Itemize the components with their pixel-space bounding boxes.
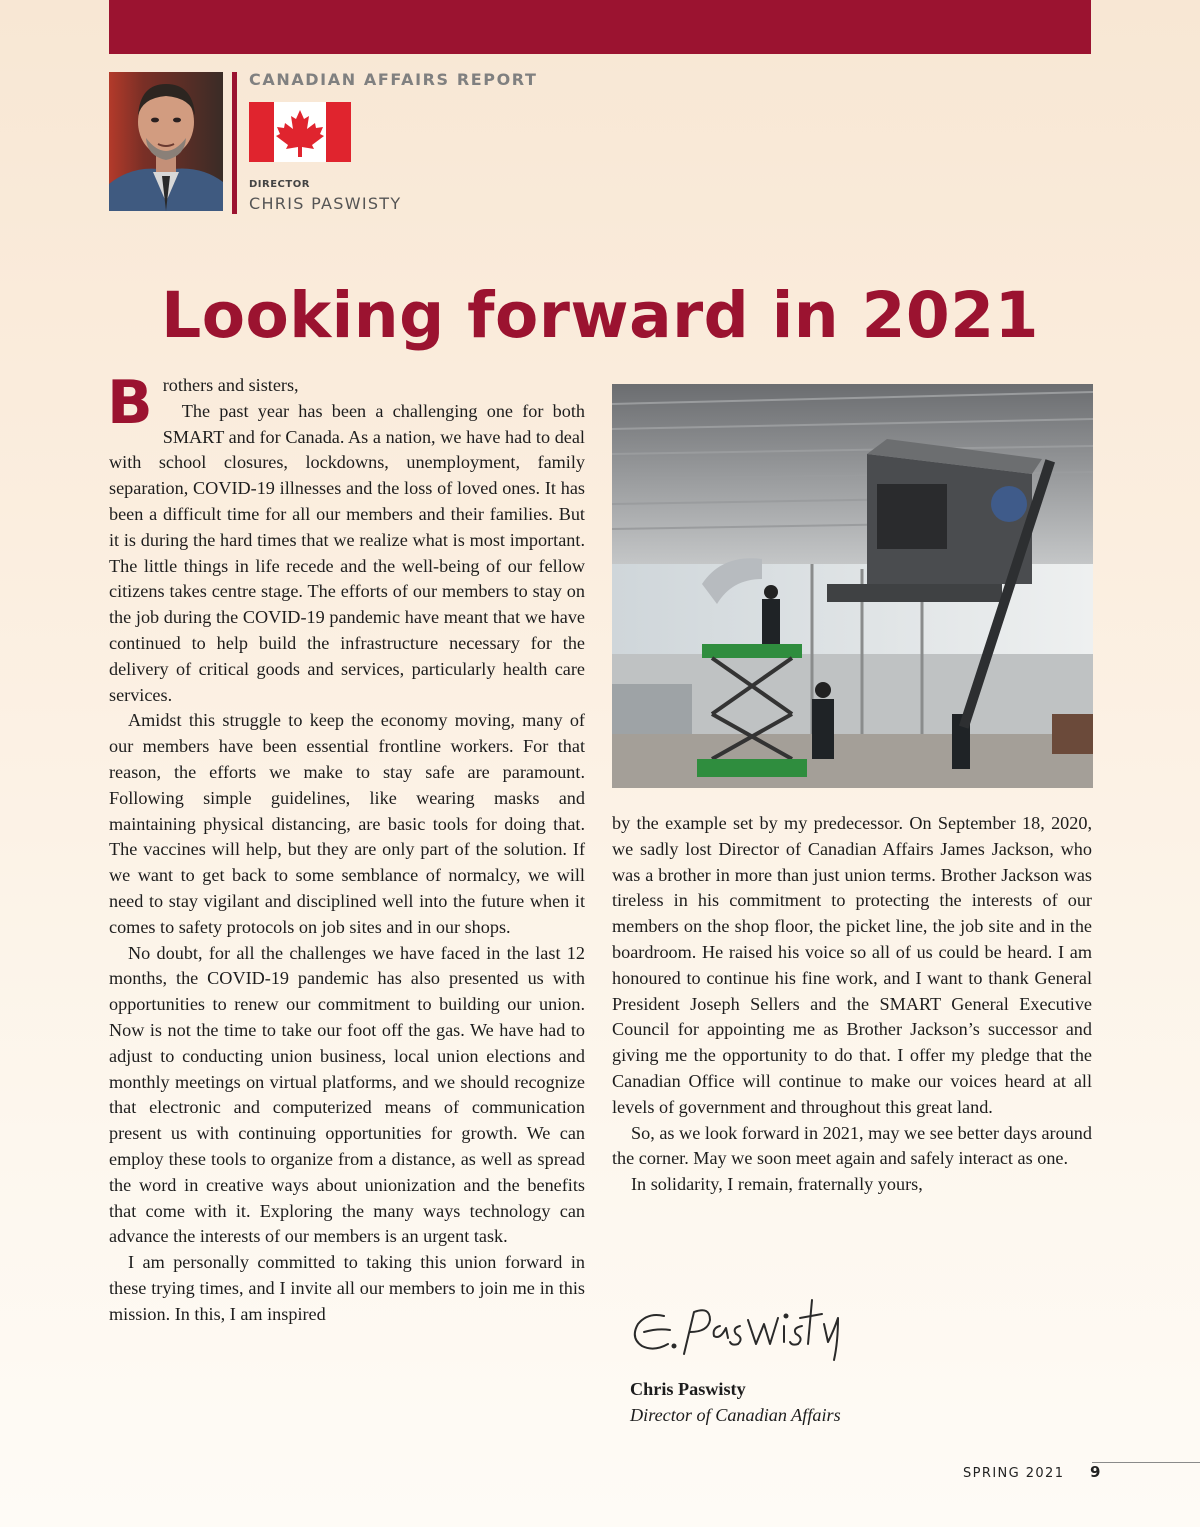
article-paragraph: In solidarity, I remain, fraternally yours, (631, 1174, 923, 1195)
footer-issue-label: SPRING 2021 (963, 1466, 1065, 1481)
author-portrait-photo (109, 72, 223, 211)
top-banner-bar (109, 0, 1091, 54)
article-headline: Looking forward in 2021 (161, 279, 1039, 352)
footer-page-number: 9 (1090, 1463, 1101, 1481)
article-paragraph: by the example set by my predecessor. On September 18, 2020, we sadly lost Director of Canadian Affairs James Jackson, who was a brother in more than just union terms. Brother Jackson was tireless in his commitment to protecting the interests of our members on the shop floor, the picket line, the job site and in the boardroom. He raised his voice so all of us could be heard. I am honoured to continue his fine work, and I want to thank General President Joseph Sellers and the SMART General Executive Council for appointing me as Brother Jackson’s successor and giving me the opportunity to do that. I offer my pledge that the Canadian Office will continue to make our voices heard at all levels of government and throughout this great land. (612, 813, 1092, 1117)
drop-cap: B (107, 368, 153, 438)
author-name: CHRIS PASWISTY (249, 194, 402, 213)
signoff-block (630, 1377, 841, 1429)
article-left-column (107, 368, 585, 1327)
header-divider-rule (232, 72, 237, 214)
article-paragraph: So, as we look forward in 2021, may we see better days around the corner. May we soon meet again and safely interact as one. (612, 1122, 1092, 1169)
footer-rule (1092, 1462, 1200, 1463)
article-paragraph: rothers and sisters, (162, 375, 299, 395)
signoff-name: Chris Paswisty (630, 1379, 746, 1399)
signoff-title: Director of Canadian Affairs (630, 1404, 841, 1425)
article-paragraph: No doubt, for all the challenges we have faced in the last 12 months, the COVID-19 pandemic has also presented us with opportunities to renew our commitment to building our union. Now is not the time to take our foot off the gas. We have had to adjust to conducting union business, local union elections and monthly meetings on virtual platforms, and we should recognize that electronic and computerized means of communication present us with continuing opportunities for growth. We can employ these tools to organize from a distance, as well as spread the word in creative ways about unionization and the benefits that come with it. Exploring the many ways technology can advance the interests of our members is an urgent task. (109, 942, 585, 1247)
jobsite-installation-photo (612, 384, 1093, 788)
canada-flag-icon (249, 102, 351, 162)
author-role-label: DIRECTOR (249, 179, 310, 190)
section-label: CANADIAN AFFAIRS REPORT (249, 70, 538, 89)
article-paragraph: Amidst this struggle to keep the economy moving, many of our members have been essential frontline workers. For that reason, the efforts we make to stay safe are paramount. Following simple guidelines, like wearing masks and maintaining physical distancing, are basic tools for doing that. The vaccines will help, but they are only part of the solution. If we want to get back to some semblance of normalcy, we will need to stay vigilant and disciplined well into the future when it comes to safety protocols on job sites and in our shops. (109, 710, 585, 937)
article-paragraph: The past year has been a challenging one for both SMART and for Canada. As a nation, we have had to deal with school closures, lockdowns, unemployment, family separation, COVID-19 illnesses and the loss of loved ones. It has been a difficult time for all our members and their families. But it is during the hard times that we realize what is most important. The little things in life recede and the well-being of our fellow citizens takes centre stage. The efforts of our members to stay on the job during the COVID-19 pandemic have meant that we have continued to help build the infrastructure necessary for the delivery of critical goods and services, particularly health care services. (109, 400, 585, 705)
handwritten-signature (628, 1290, 858, 1366)
article-right-column (612, 811, 1092, 1198)
article-paragraph: I am personally committed to taking this union forward in these trying times, and I invite all our members to join me in this mission. In this, I am inspired (109, 1252, 585, 1324)
